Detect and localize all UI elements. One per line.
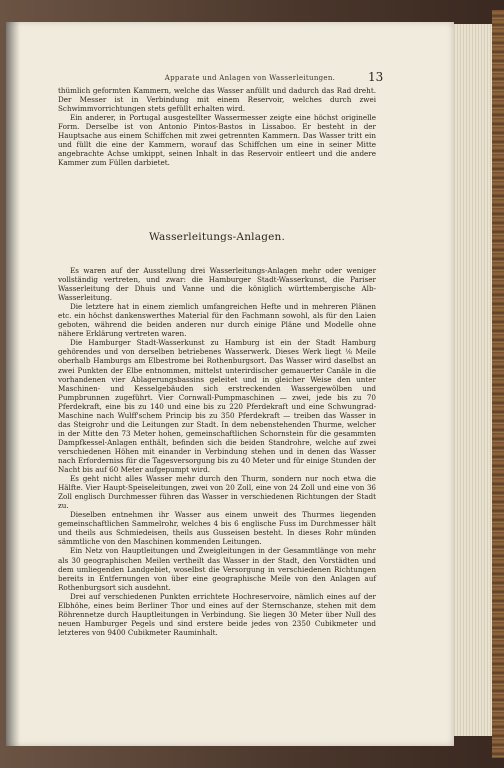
paragraph: Die Hamburger Stadt-Wasserkunst zu Hamburg ist ein der Stadt Hamburg gehörendes und von derselben betriebenes Wasserwerk. Dieses Werk liegt ⅛ Meile oberhalb Hamburgs am Elbestrome bei Rothenburgsort. Das Wasser wird daselbst an zwei Punkten der Elbe entnommen, mittelst unterirdischer gemauerter Canäle in die vorhandenen vier Ablagerungsbassins geleitet und in gleicher Weise den unter Maschinen- und Kesselgebäuden sich erstreckenden Wassergewölben und Pumpbrunnen zugeführt. Vier Cornwall-Pumpmaschinen — zwei, jede bis zu 70 Pferdekraft, eine bis zu 140 und eine bis zu 220 Pferdekraft und eine Schwungrad-Maschine nach Wulff'schem Princip bis zu 350 Pferdekraft — treiben das Wasser in das Steigrohr und die Leitungen zur Stadt. In dem nebenstehenden Thurme, welcher in der Mitte den 73 Meter hohen, gemeinschaftlichen Schornstein für die gesammten Dampfkessel-Anlagen enthält, befinden sich die beiden Standrohre, welche auf zwei verschiedenen Höhen mit einander in Verbindung stehen und in denen das Wasser nach Erforderniss für die Tagesversorgung bis zu 40 Meter und für einige Stunden der Nacht bis auf 60 Meter aufgepumpt wird. <box>58 338 376 475</box>
paragraph: Drei auf verschiedenen Punkten errichtete Hochreservoire, nämlich eines auf der Elbhöhe, eines beim Berliner Thor und eines auf der Sternschanze, stehen mit dem Röhrennetze durch Hauptleitungen in Verbindung. Sie liegen 30 Meter über Null des neuen Hamburger Pegels und sind erstere beide jedes von 2350 Cubikmeter und letzteres von 9400 Cubikmeter Rauminhalt. <box>58 591 376 637</box>
body-text-continued <box>58 86 376 167</box>
paragraph: Ein Netz von Hauptleitungen und Zweigleitungen in der Gesammtlänge von mehr als 30 geographischen Meilen vertheilt das Wasser in der Stadt, den Vorstädten und dem umliegenden Landgebiet, woselbst die Versorgung in verschiedenen Richtungen bereits in Entfernungen von über eine geographische Meile von den Anlagen auf Rothenburgsort sich ausdehnt. <box>58 546 376 592</box>
book-cover-edge <box>492 10 504 758</box>
paragraph: Es waren auf der Ausstellung drei Wasserleitungs-Anlagen mehr oder weniger vollständig vertreten, und zwar: die Hamburger Stadt-Wasserkunst, die Pariser Wasserleitung der Dhuis und Vanne und die königlich württembergische Alb-Wasserleitung. <box>58 266 376 303</box>
paragraph: Ein anderer, in Portugal ausgestellter Wassermesser zeigte eine höchst originelle Form. Derselbe ist von Antonio Pintos-Bastos in Lissaboo. Er besteht in der Hauptsache aus einem Schiffchen mit zwei getrennten Kammern. Das Wasser tritt ein und füllt die eine der Kammern, worauf das Schiffchen um eine in seiner Mitte angebrachte Achse umkippt, seinen Inhalt in das Reservoir entleert und die andere Kammer zum Füllen darbietet. <box>58 113 376 168</box>
page-gutter-shadow <box>6 22 20 746</box>
page-number: 13 <box>368 70 384 84</box>
running-head: Apparate und Anlagen von Wasserleitungen. <box>164 74 336 82</box>
page-stack-edges <box>452 24 495 736</box>
section-body-text <box>58 266 376 637</box>
section-heading: Wasserleitungs-Anlagen. <box>148 231 286 243</box>
paragraph: thümlich geformten Kammern, welche das Wasser anfüllt und dadurch das Rad dreht. Der Messer ist in Verbindung mit einem Reservoir, welches durch zwei Schwimmvorrichtungen stets gefüllt erhalten wird. <box>58 86 376 114</box>
paragraph: Die letztere hat in einem ziemlich umfangreichen Hefte und in mehreren Plänen etc. ein höchst dankenswerthes Material für den Fachmann sowohl, als für den Laien geboten, während die beiden anderen nur durch einige Pläne und Modelle ohne nähere Erklärung vertreten waren. <box>58 302 376 339</box>
paragraph: Dieselben entnehmen ihr Wasser aus einem unweit des Thurmes liegenden gemeinschaftlichen Sammelrohr, welches 4 bis 6 englische Fuss im Durchmesser hält und theils aus Schmiedeisen, theils aus Gusseisen besteht. In dieses Rohr münden sämmtliche von den Maschinen kommenden Leitungen. <box>58 510 376 547</box>
paragraph: Es geht nicht alles Wasser mehr durch den Thurm, sondern nur noch etwa die Hälfte. Vier Haupt-Speiseleitungen, zwei von 20 Zoll, eine von 24 Zoll und eine von 36 Zoll englisch Durchmesser führen das Wasser in verschiedenen Richtungen der Stadt zu. <box>58 474 376 511</box>
